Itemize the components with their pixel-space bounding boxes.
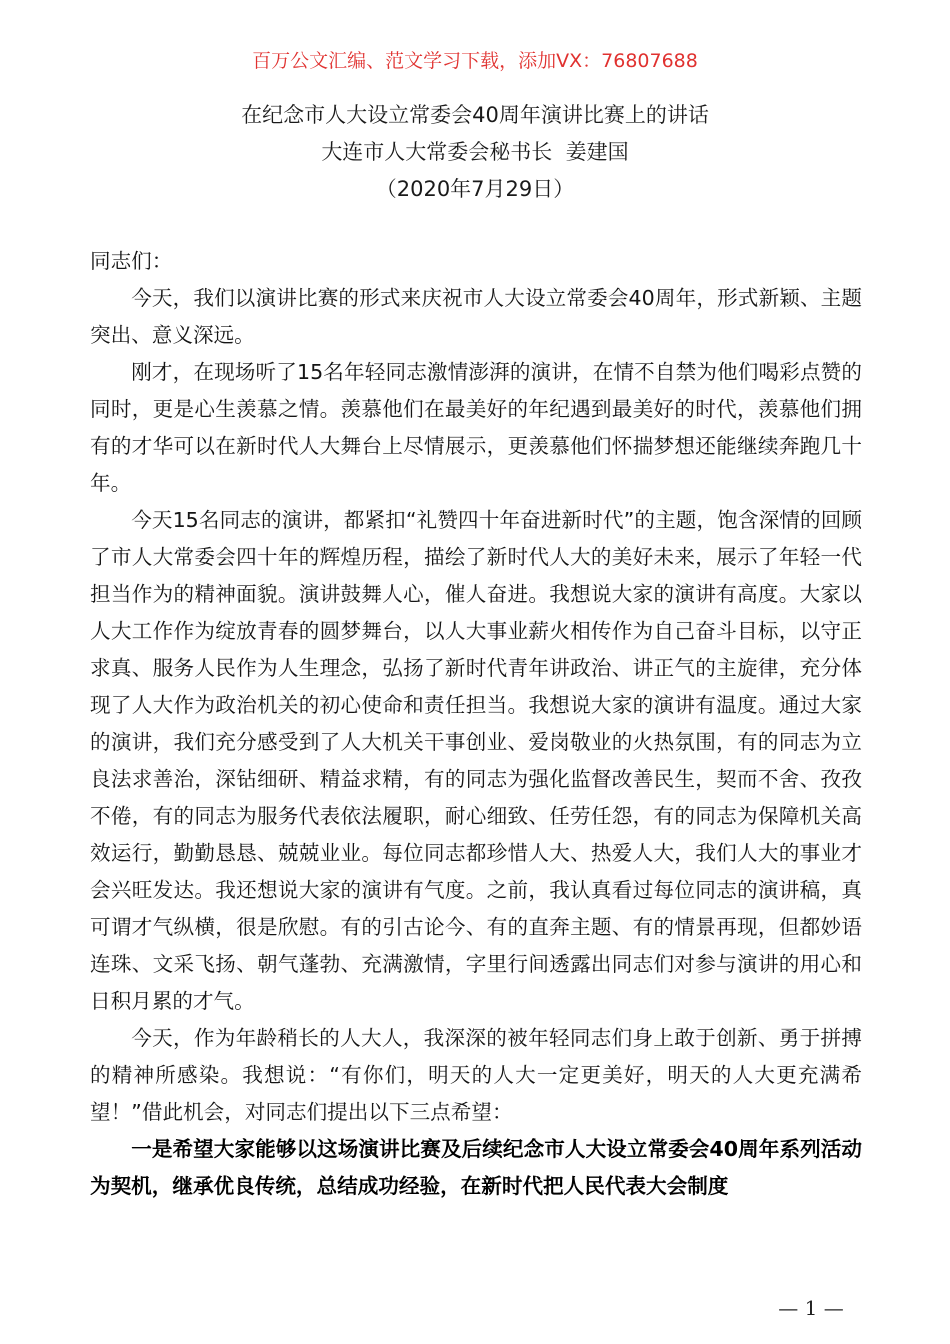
paragraph: 今天，我们以演讲比赛的形式来庆祝市人大设立常委会40周年，形式新颖、主题突出、意义深远。 [90,286,862,347]
speaker-line: 大连市人大常委会秘书长 姜建国 [321,140,629,164]
bold-paragraph: 一是希望大家能够以这场演讲比赛及后续纪念市人大设立常委会40周年系列活动为契机，继承优良传统，总结成功经验，在新时代把人民代表大会制度 [90,1137,862,1198]
paragraph: 刚才，在现场听了15名年轻同志激情澎湃的演讲，在情不自禁为他们喝彩点赞的同时，更是心生羡慕之情。羡慕他们在最美好的年纪遇到最美好的时代，羡慕他们拥有的才华可以在新时代人大舞台上尽情展示，更羡慕他们怀揣梦想还能继续奔跑几十年。 [90,360,862,495]
salutation: 同志们： [90,249,173,273]
document-header [0,97,950,208]
paragraph: 今天15名同志的演讲，都紧扣“礼赞四十年奋进新时代”的主题，饱含深情的回顾了市人大常委会四十年的辉煌历程，描绘了新时代人大的美好未来，展示了年轻一代担当作为的精神面貌。演讲鼓舞人心，催人奋进。我想说大家的演讲有高度。大家以人大工作作为绽放青春的圆梦舞台，以人大事业薪火相传作为自己奋斗目标，以守正求真、服务人民作为人生理念，弘扬了新时代青年讲政治、讲正气的主旋律，充分体现了人大作为政治机关的初心使命和责任担当。我想说大家的演讲有温度。通过大家的演讲，我们充分感受到了人大机关干事创业、爱岗敬业的火热氛围，有的同志为立良法求善治，深钻细研、精益求精，有的同志为强化监督改善民生，契而不舍、孜孜不倦，有的同志为服务代表依法履职，耐心细致、任劳任怨，有的同志为保障机关高效运行，勤勤恳恳、兢兢业业。每位同志都珍惜人大、热爱人大，我们人大的事业才会兴旺发达。我还想说大家的演讲有气度。之前，我认真看过每位同志的演讲稿，真可谓才气纵横，很是欣慰。有的引古论今、有的直奔主题、有的情景再现，但都妙语连珠、文采飞扬、朝气蓬勃、充满激情，字里行间透露出同志们对参与演讲的用心和日积月累的才气。 [90,508,862,1013]
paragraph: 今天，作为年龄稍长的人大人，我深深的被年轻同志们身上敢于创新、勇于拼搏的精神所感染。我想说：“有你们，明天的人大一定更美好，明天的人大更充满希望！”借此机会，对同志们提出以下三点希望： [90,1026,862,1124]
speech-date: （2020年7月29日） [375,177,575,201]
watermark-banner: 百万公文汇编、范文学习下载，添加VX：76807688 [252,50,698,72]
document-body [90,243,862,1205]
document-title: 在纪念市人大设立常委会40周年演讲比赛上的讲话 [241,103,709,127]
page-number: — 1 — [778,1296,844,1320]
